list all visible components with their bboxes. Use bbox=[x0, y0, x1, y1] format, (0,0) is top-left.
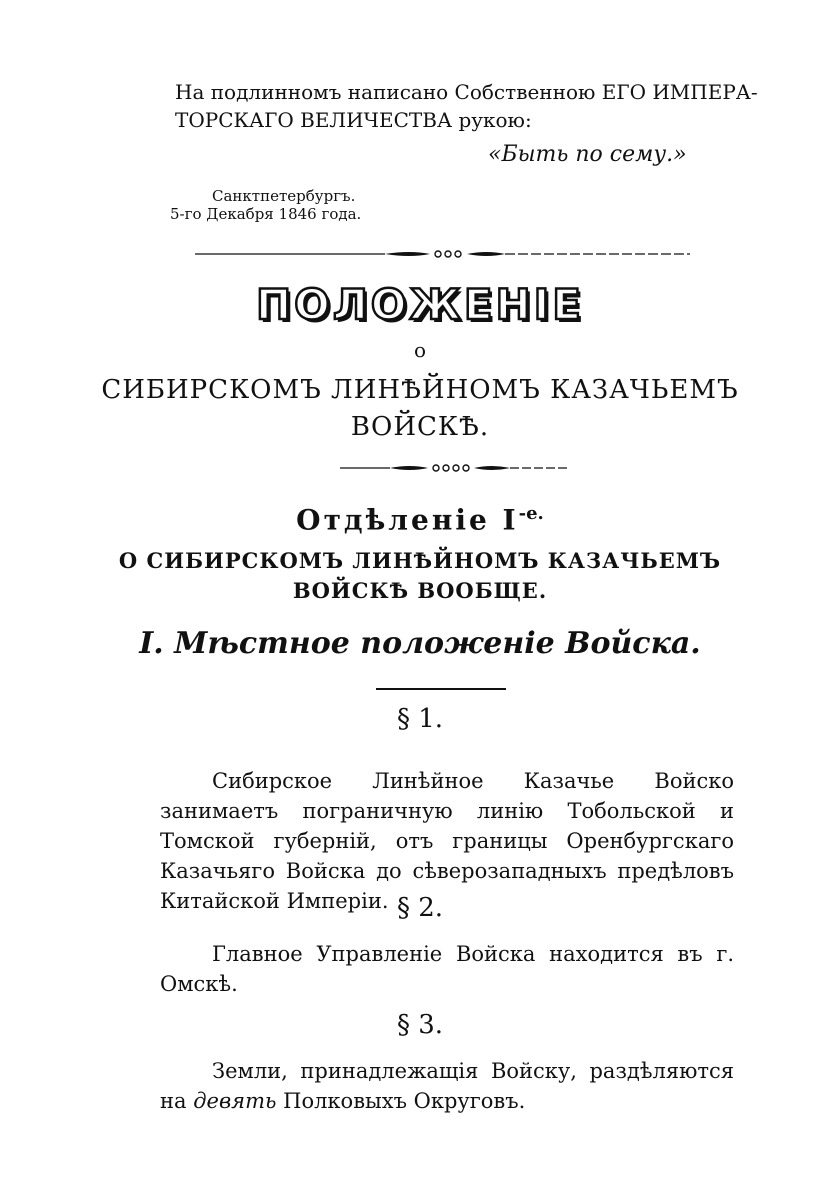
paragraph-text-3-after: Полковыхъ Округовъ. bbox=[283, 1089, 526, 1113]
section-heading-text: Отдѣленіе I bbox=[296, 503, 519, 537]
section-subtitle-line-1: О СИБИРСКОМЪ ЛИНѢЙНОМЪ КАЗАЧЬЕМЪ bbox=[118, 548, 722, 573]
paragraph-sign-1: § 1. bbox=[396, 704, 444, 734]
sanction-line-1: На подлинномъ написано Собственною ЕГО ИМПЕРА- bbox=[175, 80, 758, 104]
paragraph-text-2 bbox=[160, 939, 734, 999]
sanction-place: Санктпетербургъ. bbox=[212, 187, 356, 205]
title-subject-line-2: ВОЙСКѢ. bbox=[350, 412, 490, 442]
ornamental-divider-top bbox=[195, 246, 690, 262]
section-subtitle-line-2: ВОЙСКѢ ВООБЩЕ. bbox=[292, 578, 548, 603]
title-subject-line-1: СИБИРСКОМЪ ЛИНѢЙНОМЪ КАЗАЧЬЕМЪ bbox=[101, 375, 739, 405]
paragraph-text-3 bbox=[160, 1056, 734, 1116]
paragraph-text-3-before: Земли, принадлежащія Войску, раздѣляются на bbox=[160, 1059, 734, 1113]
paragraph-text-2-content: Главное Управленіе Войска находится въ г. Омскѣ. bbox=[160, 942, 734, 996]
paragraph-text-1-content: Сибирское Линѣйное Казачье Войско занимаетъ пограничную линію Тобольской и Томской губерній, отъ границы Оренбургскаго Казачьяго Войска до сѣверозападныхъ предѣловъ Китайской Имперіи. bbox=[160, 769, 734, 913]
document-title: ПОЛОЖЕНІЕ bbox=[255, 280, 584, 329]
section-heading bbox=[0, 503, 840, 536]
section-heading-suffix: -е. bbox=[518, 503, 544, 524]
sanction-date: 5-го Декабря 1846 года. bbox=[170, 205, 362, 223]
paragraph-sign-2: § 2. bbox=[396, 893, 444, 923]
imperial-resolution: «Быть по сему.» bbox=[488, 142, 687, 167]
paragraph-sign-3: § 3. bbox=[396, 1010, 444, 1040]
chapter-rule bbox=[376, 688, 506, 690]
chapter-heading: I. Мѣстное положеніе Войска. bbox=[139, 626, 701, 661]
paragraph-text-3-italic: девять bbox=[193, 1089, 277, 1113]
title-preposition: о bbox=[413, 338, 427, 362]
sanction-line-2: ТОРСКАГО ВЕЛИЧЕСТВА рукою: bbox=[175, 108, 532, 132]
ornamental-divider-middle bbox=[340, 461, 568, 475]
